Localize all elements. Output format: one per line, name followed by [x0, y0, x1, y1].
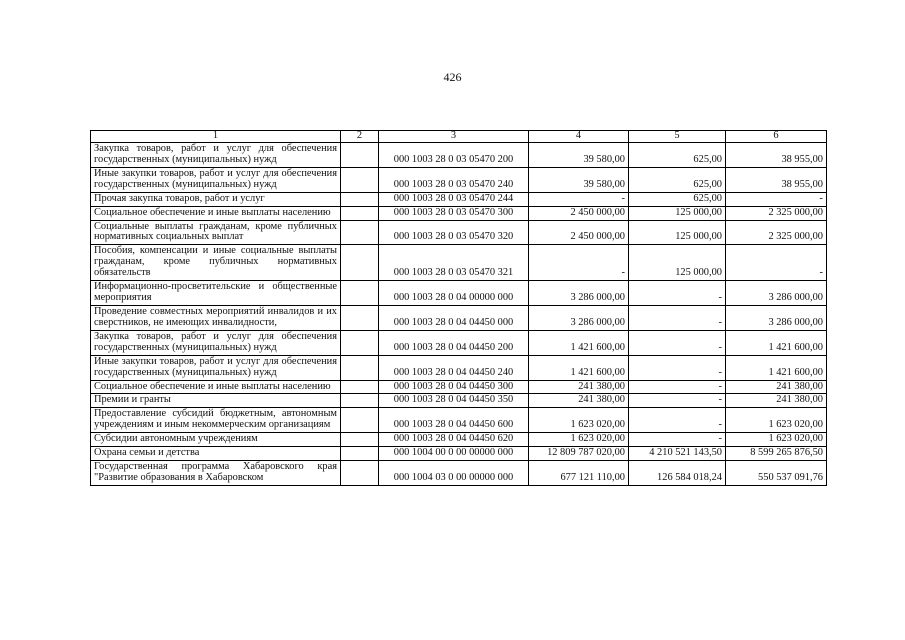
- row-col2-cell: [341, 355, 379, 380]
- row-value-col4-cell: 241 380,00: [529, 380, 629, 394]
- row-value-col6-cell: 38 955,00: [726, 143, 827, 168]
- row-name-cell: Премии и гранты: [91, 394, 341, 408]
- row-code-cell: 000 1003 28 0 03 05470 321: [379, 245, 529, 281]
- row-value-col4-cell: 3 286 000,00: [529, 305, 629, 330]
- row-value-col4-cell: -: [529, 192, 629, 206]
- row-value-col6-cell: 550 537 091,76: [726, 461, 827, 486]
- row-name-cell: Закупка товаров, работ и услуг для обеспечения государственных (муниципальных) нужд: [91, 330, 341, 355]
- row-value-col6-cell: 3 286 000,00: [726, 305, 827, 330]
- row-col2-cell: [341, 167, 379, 192]
- row-col2-cell: [341, 305, 379, 330]
- page-number: 426: [443, 70, 462, 84]
- row-code-cell: 000 1003 28 0 04 04450 350: [379, 394, 529, 408]
- row-value-col4-cell: 1 421 600,00: [529, 330, 629, 355]
- row-value-col5-cell: 125 000,00: [629, 206, 726, 220]
- table-row: [91, 447, 827, 461]
- row-name-cell: Иные закупки товаров, работ и услуг для обеспечения государственных (муниципальных) нужд: [91, 355, 341, 380]
- row-name-cell: Социальные выплаты гражданам, кроме публичных нормативных социальных выплат: [91, 220, 341, 245]
- row-col2-cell: [341, 220, 379, 245]
- table-row: [91, 143, 827, 168]
- table-row: [91, 305, 827, 330]
- row-col2-cell: [341, 408, 379, 433]
- table-row: [91, 461, 827, 486]
- row-col2-cell: [341, 143, 379, 168]
- table-row: [91, 167, 827, 192]
- row-value-col4-cell: -: [529, 245, 629, 281]
- table-row: [91, 192, 827, 206]
- row-value-col5-cell: -: [629, 281, 726, 306]
- row-col2-cell: [341, 192, 379, 206]
- row-name-cell: Государственная программа Хабаровского края "Развитие образования в Хабаровском: [91, 461, 341, 486]
- table-row: [91, 206, 827, 220]
- row-value-col5-cell: 625,00: [629, 143, 726, 168]
- row-col2-cell: [341, 206, 379, 220]
- table-row: [91, 220, 827, 245]
- row-value-col6-cell: 241 380,00: [726, 394, 827, 408]
- table-row: [91, 433, 827, 447]
- row-value-col5-cell: 4 210 521 143,50: [629, 447, 726, 461]
- row-col2-cell: [341, 433, 379, 447]
- table-row: [91, 355, 827, 380]
- row-name-cell: Проведение совместных мероприятий инвалидов и их сверстников, не имеющих инвалидности,: [91, 305, 341, 330]
- row-value-col6-cell: 2 325 000,00: [726, 220, 827, 245]
- row-value-col4-cell: 12 809 787 020,00: [529, 447, 629, 461]
- row-code-cell: 000 1003 28 0 03 05470 320: [379, 220, 529, 245]
- column-header: 2: [341, 131, 379, 143]
- row-value-col5-cell: -: [629, 433, 726, 447]
- row-value-col5-cell: -: [629, 380, 726, 394]
- row-value-col4-cell: 241 380,00: [529, 394, 629, 408]
- row-value-col4-cell: 3 286 000,00: [529, 281, 629, 306]
- column-header: 6: [726, 131, 827, 143]
- row-value-col5-cell: -: [629, 355, 726, 380]
- table-row: [91, 380, 827, 394]
- table-row: [91, 408, 827, 433]
- row-code-cell: 000 1003 28 0 04 04450 600: [379, 408, 529, 433]
- row-name-cell: Иные закупки товаров, работ и услуг для обеспечения государственных (муниципальных) нужд: [91, 167, 341, 192]
- row-value-col5-cell: 625,00: [629, 192, 726, 206]
- row-name-cell: Охрана семьи и детства: [91, 447, 341, 461]
- row-value-col6-cell: 3 286 000,00: [726, 281, 827, 306]
- budget-table: [90, 130, 827, 486]
- row-name-cell: Социальное обеспечение и иные выплаты населению: [91, 380, 341, 394]
- row-col2-cell: [341, 461, 379, 486]
- row-col2-cell: [341, 380, 379, 394]
- row-code-cell: 000 1003 28 0 04 04450 300: [379, 380, 529, 394]
- row-value-col6-cell: 38 955,00: [726, 167, 827, 192]
- row-value-col6-cell: 1 421 600,00: [726, 355, 827, 380]
- row-value-col5-cell: 125 000,00: [629, 245, 726, 281]
- row-value-col4-cell: 39 580,00: [529, 167, 629, 192]
- row-value-col4-cell: 2 450 000,00: [529, 220, 629, 245]
- row-value-col4-cell: 1 421 600,00: [529, 355, 629, 380]
- table-row: [91, 330, 827, 355]
- row-code-cell: 000 1003 28 0 03 05470 244: [379, 192, 529, 206]
- row-col2-cell: [341, 447, 379, 461]
- row-name-cell: Закупка товаров, работ и услуг для обеспечения государственных (муниципальных) нужд: [91, 143, 341, 168]
- row-value-col5-cell: 126 584 018,24: [629, 461, 726, 486]
- row-value-col5-cell: -: [629, 330, 726, 355]
- row-col2-cell: [341, 394, 379, 408]
- row-name-cell: Субсидии автономным учреждениям: [91, 433, 341, 447]
- row-value-col4-cell: 1 623 020,00: [529, 408, 629, 433]
- row-value-col5-cell: -: [629, 408, 726, 433]
- row-value-col6-cell: -: [726, 192, 827, 206]
- row-value-col6-cell: 241 380,00: [726, 380, 827, 394]
- row-code-cell: 000 1004 00 0 00 00000 000: [379, 447, 529, 461]
- row-name-cell: Информационно-просветительские и общественные мероприятия: [91, 281, 341, 306]
- row-code-cell: 000 1003 28 0 03 05470 240: [379, 167, 529, 192]
- row-value-col5-cell: -: [629, 305, 726, 330]
- column-header: 3: [379, 131, 529, 143]
- row-code-cell: 000 1003 28 0 04 04450 200: [379, 330, 529, 355]
- row-value-col4-cell: 1 623 020,00: [529, 433, 629, 447]
- row-value-col6-cell: 8 599 265 876,50: [726, 447, 827, 461]
- table-header-row: [91, 131, 827, 143]
- row-value-col6-cell: 2 325 000,00: [726, 206, 827, 220]
- row-value-col6-cell: 1 421 600,00: [726, 330, 827, 355]
- row-value-col6-cell: 1 623 020,00: [726, 433, 827, 447]
- row-code-cell: 000 1003 28 0 04 00000 000: [379, 281, 529, 306]
- row-col2-cell: [341, 245, 379, 281]
- row-name-cell: Социальное обеспечение и иные выплаты населению: [91, 206, 341, 220]
- row-code-cell: 000 1003 28 0 04 04450 620: [379, 433, 529, 447]
- row-code-cell: 000 1003 28 0 04 04450 240: [379, 355, 529, 380]
- row-col2-cell: [341, 330, 379, 355]
- column-header: 4: [529, 131, 629, 143]
- row-value-col5-cell: 125 000,00: [629, 220, 726, 245]
- row-value-col5-cell: -: [629, 394, 726, 408]
- row-name-cell: Предоставление субсидий бюджетным, автономным учреждениям и иным некоммерческим организациям: [91, 408, 341, 433]
- column-header: 5: [629, 131, 726, 143]
- row-value-col4-cell: 677 121 110,00: [529, 461, 629, 486]
- row-value-col6-cell: -: [726, 245, 827, 281]
- row-col2-cell: [341, 281, 379, 306]
- row-value-col4-cell: 39 580,00: [529, 143, 629, 168]
- row-value-col5-cell: 625,00: [629, 167, 726, 192]
- row-name-cell: Прочая закупка товаров, работ и услуг: [91, 192, 341, 206]
- column-header: 1: [91, 131, 341, 143]
- row-code-cell: 000 1003 28 0 03 05470 300: [379, 206, 529, 220]
- table-row: [91, 281, 827, 306]
- table-row: [91, 245, 827, 281]
- row-code-cell: 000 1003 28 0 04 04450 000: [379, 305, 529, 330]
- row-name-cell: Пособия, компенсации и иные социальные выплаты гражданам, кроме публичных нормативных обязательств: [91, 245, 341, 281]
- row-value-col4-cell: 2 450 000,00: [529, 206, 629, 220]
- row-value-col6-cell: 1 623 020,00: [726, 408, 827, 433]
- table-row: [91, 394, 827, 408]
- row-code-cell: 000 1004 03 0 00 00000 000: [379, 461, 529, 486]
- row-code-cell: 000 1003 28 0 03 05470 200: [379, 143, 529, 168]
